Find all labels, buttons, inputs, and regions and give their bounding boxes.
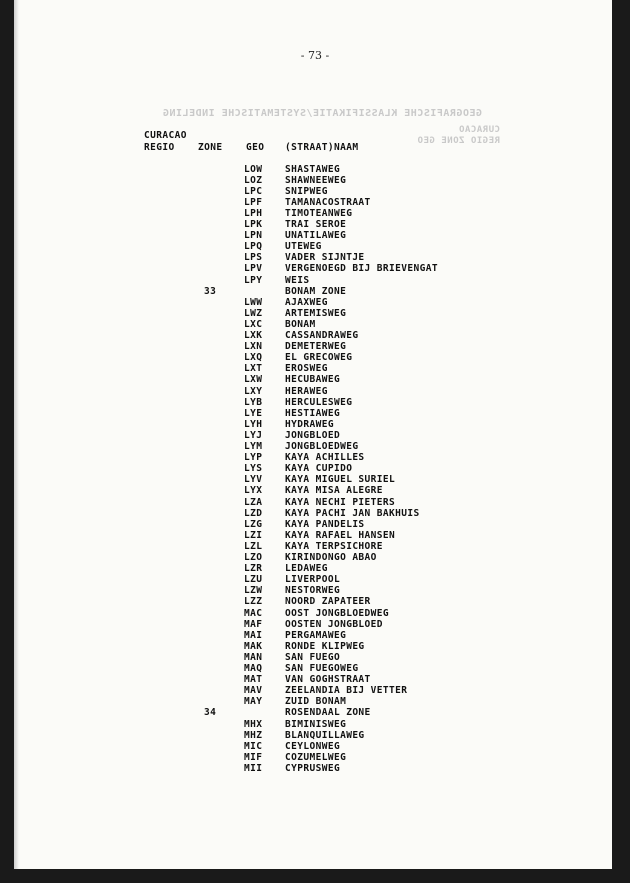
- row-geo-code: MII: [244, 762, 263, 774]
- table-row: [0, 186, 630, 197]
- row-geo-code: MAV: [244, 685, 263, 697]
- table-row: [0, 730, 630, 741]
- row-geo-code: LPY: [244, 274, 263, 286]
- row-street-name: CEYLONWEG: [285, 740, 341, 752]
- row-street-name: ZUID BONAM: [285, 696, 347, 708]
- row-street-name: COZUMELWEG: [285, 751, 347, 763]
- row-geo-code: MAN: [244, 651, 263, 663]
- table-row: [0, 563, 630, 574]
- row-street-name: KAYA MIGUEL SURIEL: [285, 474, 396, 486]
- row-geo-code: LZL: [244, 540, 263, 552]
- row-geo-code: LZU: [244, 574, 263, 586]
- row-geo-code: LYS: [244, 463, 263, 475]
- row-geo-code: LZZ: [244, 596, 263, 608]
- row-geo-code: LPN: [244, 230, 263, 242]
- table-row: [0, 386, 630, 397]
- row-geo-code: LYB: [244, 396, 263, 408]
- row-street-name: SHASTAWEG: [285, 163, 341, 175]
- row-street-name: BONAM ZONE: [285, 285, 347, 297]
- row-geo-code: LZD: [244, 507, 263, 519]
- row-street-name: OOST JONGBLOEDWEG: [285, 607, 390, 619]
- row-geo-code: LXW: [244, 374, 263, 386]
- table-row: [0, 630, 630, 641]
- row-street-name: EROSWEG: [285, 363, 328, 375]
- table-row: [0, 485, 630, 496]
- table-row: [0, 707, 630, 718]
- row-geo-code: LXC: [244, 318, 263, 330]
- row-geo-code: LYJ: [244, 429, 263, 441]
- row-geo-code: MAC: [244, 607, 263, 619]
- row-street-name: KAYA CUPIDO: [285, 463, 353, 475]
- row-geo-code: LYE: [244, 407, 263, 419]
- row-geo-code: LPK: [244, 219, 263, 230]
- row-street-name: LEDAWEG: [285, 563, 328, 575]
- row-geo-code: MAF: [244, 618, 263, 630]
- row-geo-code: LXT: [244, 363, 263, 375]
- table-row: [0, 552, 630, 563]
- row-street-name: CASSANDRAWEG: [285, 330, 359, 341]
- table-row: [0, 230, 630, 241]
- row-zone-cell: 33: [204, 285, 217, 297]
- column-header-geo: GEO: [246, 142, 265, 153]
- row-geo-code: LWW: [244, 296, 263, 308]
- territory-heading: CURACAO: [144, 130, 187, 141]
- row-street-name: TAMANACOSTRAAT: [285, 196, 371, 208]
- row-geo-code: MHZ: [244, 729, 263, 741]
- row-street-name: KAYA TERPSICHORE: [285, 540, 383, 552]
- column-header-regio: REGIO: [144, 142, 175, 153]
- table-row: [0, 608, 630, 619]
- row-geo-code: LOW: [244, 163, 263, 175]
- row-street-name: NESTORWEG: [285, 585, 341, 597]
- row-geo-code: LZG: [244, 518, 263, 530]
- row-street-name: BLANQUILLAWEG: [285, 729, 365, 741]
- table-row: [0, 252, 630, 263]
- table-row: [0, 286, 630, 297]
- bleed-through-header: [417, 125, 500, 147]
- row-street-name: JONGBLOED: [285, 429, 341, 441]
- row-geo-code: LZA: [244, 496, 263, 508]
- row-street-name: TRAI SEROE: [285, 219, 347, 230]
- table-row: [0, 452, 630, 463]
- row-geo-code: LPH: [244, 207, 263, 219]
- row-street-name: HESTIAWEG: [285, 407, 341, 419]
- bleed-through-header-line: CURACAO: [458, 125, 500, 135]
- row-geo-code: LOZ: [244, 174, 263, 186]
- row-street-name: HYDRAWEG: [285, 418, 334, 430]
- row-geo-code: LZI: [244, 529, 263, 541]
- table-row: [0, 685, 630, 696]
- row-street-name: VADER SIJNTJE: [285, 252, 365, 264]
- row-geo-code: LYX: [244, 485, 263, 497]
- row-street-name: SAN FUEGO: [285, 651, 341, 663]
- table-row: [0, 330, 630, 341]
- row-geo-code: LWZ: [244, 307, 263, 319]
- row-geo-code: LPQ: [244, 241, 263, 253]
- table-row: [0, 530, 630, 541]
- row-geo-code: LYP: [244, 452, 263, 464]
- row-geo-code: LYM: [244, 441, 263, 452]
- row-geo-code: MAQ: [244, 663, 263, 674]
- row-geo-code: MHX: [244, 718, 263, 730]
- row-street-name: HERCULESWEG: [285, 396, 353, 408]
- table-row: [0, 619, 630, 630]
- row-geo-code: LYH: [244, 418, 263, 430]
- table-row: [0, 585, 630, 596]
- row-street-name: RONDE KLIPWEG: [285, 640, 365, 652]
- row-geo-code: LXY: [244, 385, 263, 397]
- table-row: [0, 763, 630, 774]
- row-street-name: ARTEMISWEG: [285, 307, 347, 319]
- row-street-name: KAYA NECHI PIETERS: [285, 496, 396, 508]
- table-row: [0, 663, 630, 674]
- row-geo-code: MAI: [244, 629, 263, 641]
- row-geo-code: LPS: [244, 252, 263, 264]
- table-row: [0, 175, 630, 186]
- table-row: [0, 596, 630, 607]
- row-street-name: HERAWEG: [285, 385, 328, 397]
- table-row: [0, 408, 630, 419]
- row-street-name: KAYA MISA ALEGRE: [285, 485, 383, 497]
- table-row: [0, 674, 630, 685]
- column-header-zone: ZONE: [198, 142, 223, 153]
- table-row: [0, 374, 630, 385]
- table-row: [0, 508, 630, 519]
- row-street-name: WEIS: [285, 274, 310, 286]
- table-row: [0, 164, 630, 175]
- row-street-name: UTEWEG: [285, 241, 322, 253]
- table-row: [0, 308, 630, 319]
- row-street-name: VERGENOEGD BIJ BRIEVENGAT: [285, 263, 438, 275]
- table-row: [0, 297, 630, 308]
- table-row: [0, 541, 630, 552]
- row-street-name: PERGAMAWEG: [285, 629, 347, 641]
- row-street-name: KIRINDONGO ABAO: [285, 552, 377, 563]
- row-street-name: AJAXWEG: [285, 296, 328, 308]
- row-geo-code: LZO: [244, 552, 263, 563]
- row-street-name: CYPRUSWEG: [285, 762, 341, 774]
- table-row: [0, 497, 630, 508]
- row-street-name: EL GRECOWEG: [285, 352, 353, 364]
- table-row: [0, 741, 630, 752]
- row-geo-code: LPC: [244, 185, 263, 197]
- row-street-name: ZEELANDIA BIJ VETTER: [285, 685, 408, 697]
- table-row: [0, 319, 630, 330]
- table-row: [0, 397, 630, 408]
- row-geo-code: LYV: [244, 474, 263, 486]
- row-geo-code: LZR: [244, 563, 263, 575]
- row-street-name: JONGBLOEDWEG: [285, 441, 359, 452]
- table-row: [0, 696, 630, 707]
- table-row: [0, 463, 630, 474]
- row-geo-code: LPV: [244, 263, 263, 275]
- table-row: [0, 752, 630, 763]
- row-street-name: KAYA PACHI JAN BAKHUIS: [285, 507, 420, 519]
- row-street-name: HECUBAWEG: [285, 374, 341, 386]
- table-row: [0, 197, 630, 208]
- row-street-name: VAN GOGHSTRAAT: [285, 674, 371, 686]
- table-row: [0, 719, 630, 730]
- row-geo-code: LXN: [244, 341, 263, 353]
- bleed-through-title: GEOGRAFISCHE KLASSIFIKATIE/SYSTEMATISCHE INDELING: [162, 108, 482, 119]
- table-row: [0, 341, 630, 352]
- row-street-name: SAN FUEGOWEG: [285, 663, 359, 674]
- row-street-name: KAYA ACHILLES: [285, 452, 365, 464]
- row-street-name: UNATILAWEG: [285, 230, 347, 242]
- row-geo-code: MAY: [244, 696, 263, 708]
- table-row: [0, 363, 630, 374]
- table-row: [0, 574, 630, 585]
- row-street-name: OOSTEN JONGBLOED: [285, 618, 383, 630]
- row-zone-cell: 34: [204, 707, 217, 719]
- page-number: - 73 -: [300, 49, 330, 62]
- row-geo-code: LPF: [244, 196, 263, 208]
- row-street-name: SNIPWEG: [285, 185, 328, 197]
- row-street-name: SHAWNEEWEG: [285, 174, 347, 186]
- row-geo-code: LXQ: [244, 352, 263, 364]
- row-street-name: LIVERPOOL: [285, 574, 341, 586]
- row-geo-code: MAT: [244, 674, 263, 686]
- row-street-name: BONAM: [285, 318, 316, 330]
- table-row: [0, 352, 630, 363]
- table-row: [0, 474, 630, 485]
- table-row: [0, 419, 630, 430]
- row-geo-code: LZW: [244, 585, 263, 597]
- row-street-name: KAYA PANDELIS: [285, 518, 365, 530]
- table-row: [0, 208, 630, 219]
- bleed-through-header-line: REGIO ZONE GEO: [417, 136, 500, 146]
- row-geo-code: LXK: [244, 330, 263, 341]
- row-street-name: KAYA RAFAEL HANSEN: [285, 529, 396, 541]
- table-row: [0, 275, 630, 286]
- table-row: [0, 430, 630, 441]
- row-street-name: TIMOTEANWEG: [285, 207, 353, 219]
- row-street-name: NOORD ZAPATEER: [285, 596, 371, 608]
- row-street-name: BIMINISWEG: [285, 718, 347, 730]
- table-row: [0, 441, 630, 452]
- row-street-name: DEMETERWEG: [285, 341, 347, 353]
- table-row: [0, 519, 630, 530]
- table-row: [0, 652, 630, 663]
- row-geo-code: MIC: [244, 740, 263, 752]
- row-street-name: ROSENDAAL ZONE: [285, 707, 371, 719]
- table-row: [0, 263, 630, 274]
- column-header-naam: (STRAAT)NAAM: [285, 142, 359, 153]
- table-row: [0, 219, 630, 230]
- row-geo-code: MAK: [244, 640, 263, 652]
- table-row: [0, 641, 630, 652]
- row-geo-code: MIF: [244, 751, 263, 763]
- table-row: [0, 241, 630, 252]
